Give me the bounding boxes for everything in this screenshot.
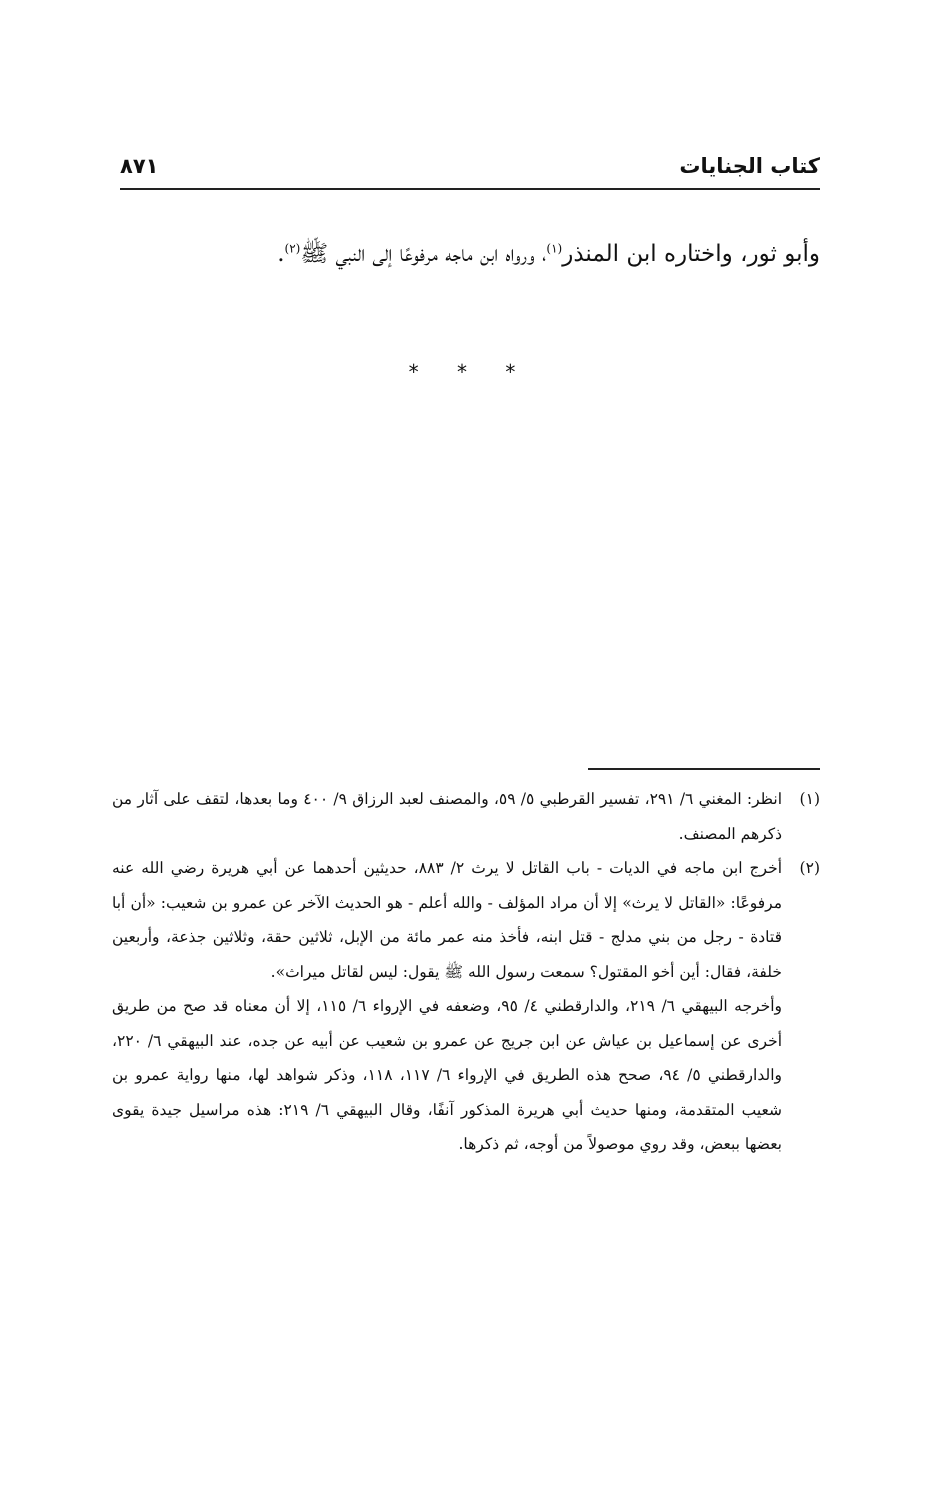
header-rule <box>120 188 820 190</box>
page-number: ٨٧١ <box>120 154 159 178</box>
main-text <box>120 225 820 283</box>
footnote-text: أخرج ابن ماجه في الديات - باب القاتل لا يرث ٢/ ٨٨٣، حديثين أحدهما عن أبي هريرة رضي الله عنه مرفوعًا: «القاتل لا يرث» إلا أن مراد المؤلف - والله أعلم - هو الحديث الآخر عن عمرو بن شعيب: «أن أبا قتادة - رجل من بني مدلج - قتل ابنه، فأخذ منه عمر مائة من الإبل، ثلاثين حقة، وثلاثين جذعة، وأربعين خلفة، فقال: أين أخو المقتول؟ سمعت رسول الله ﷺ يقول: ليس لقاتل ميراث». <box>112 859 782 981</box>
footnote-rule <box>588 768 820 770</box>
footnote-text: انظر: المغني ٦/ ٢٩١، تفسير القرطبي ٥/ ٥٩، والمصنف لعبد الرزاق ٩/ ٤٠٠ وما بعدها، لتقف على آثار من ذكرهم المصنف. <box>112 790 782 843</box>
chapter-title: كتاب الجنايات <box>679 154 820 178</box>
footnote-number: (١) <box>799 790 820 808</box>
footnote-2-continuation: وأخرجه البيهقي ٦/ ٢١٩، والدارقطني ٤/ ٩٥، وضعفه في الإرواء ٦/ ١١٥، إلا أن معناه قد صح من طريق أخرى عن إسماعيل بن عياش عن ابن جريج عن عمرو بن شعيب عن أبيه عن جده، عند البيهقي ٦/ ٢٢٠، والدارقطني ٥/ ٩٤، صحح هذه الطريق في الإرواء ٦/ ١١٧، ١١٨، وذكر شواهد لها، منها رواية عمرو بن شعيب المتقدمة، ومنها حديث أبي هريرة المذكور آنفًا، وقال البيهقي ٦/ ٢١٩: هذه مراسيل جيدة يقوى بعضها ببعض، وقد روي موصولاً من أوجه، ثم ذكرها. <box>112 997 783 1153</box>
main-text-part3: . <box>277 241 285 267</box>
footnote-ref-1[interactable]: (١) <box>546 241 563 256</box>
footnote-number: (٢) <box>799 859 820 877</box>
footnote-1 <box>112 782 820 851</box>
running-header <box>120 148 820 184</box>
main-text-part1: وأبو ثور، واختاره ابن المنذر <box>562 241 820 267</box>
section-separator: * * * <box>408 360 532 384</box>
footnote-2 <box>112 851 820 989</box>
main-text-part2: ، ورواه ابن ماجه مرفوعًا إلى النبي ﷺ <box>300 241 547 267</box>
footnote-ref-2[interactable]: (٢) <box>284 241 301 256</box>
footnotes <box>112 782 820 1162</box>
